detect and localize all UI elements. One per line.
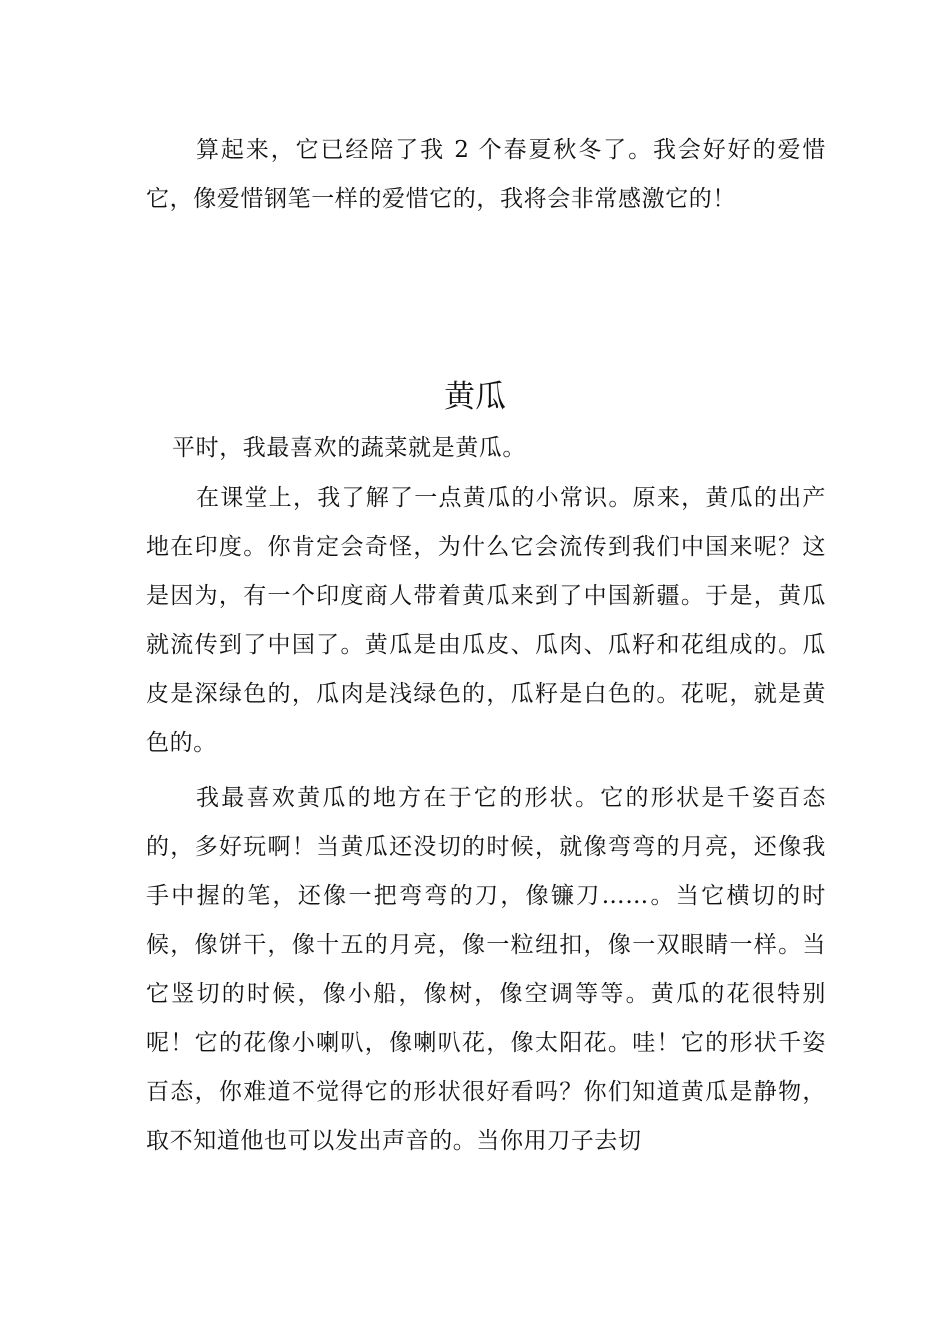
- essay-title: 黄瓜: [444, 379, 506, 415]
- paragraph-3: 我最喜欢黄瓜的地方在于它的形状。它的形状是千姿百态的，多好玩啊！当黄瓜还没切的时候，就像弯弯的月亮，还像我手中握的笔，还像一把弯弯的刀，像镰刀……。当它横切的时候，像饼干，像十五的月亮，像一粒纽扣，像一双眼睛一样。当它竖切的时候，像小船，像树，像空调等等。黄瓜的花很特别呢！它的花像小喇叭，像喇叭花，像太阳花。哇！它的形状千姿百态，你难道不觉得它的形状很好看吗？你们知道黄瓜是静物，取不知道他也可以发出声音的。当你用刀子去切: [146, 785, 826, 1154]
- paragraph-1: 平时，我最喜欢的蔬菜就是黄瓜。: [172, 435, 526, 461]
- intro-paragraph: 算起来，它已经陪了我 2 个春夏秋冬了。我会好好的爱惜它，像爱惜钢笔一样的爱惜它的，我将会非常感激它的！: [146, 137, 826, 212]
- paragraph-2: 在课堂上，我了解了一点黄瓜的小常识。原来，黄瓜的出产地在印度。你肯定会奇怪，为什么它会流传到我们中国来呢？这是因为，有一个印度商人带着黄瓜来到了中国新疆。于是，黄瓜就流传到了中国了。黄瓜是由瓜皮、瓜肉、瓜籽和花组成的。瓜皮是深绿色的，瓜肉是浅绿色的，瓜籽是白色的。花呢，就是黄色的。: [146, 485, 826, 756]
